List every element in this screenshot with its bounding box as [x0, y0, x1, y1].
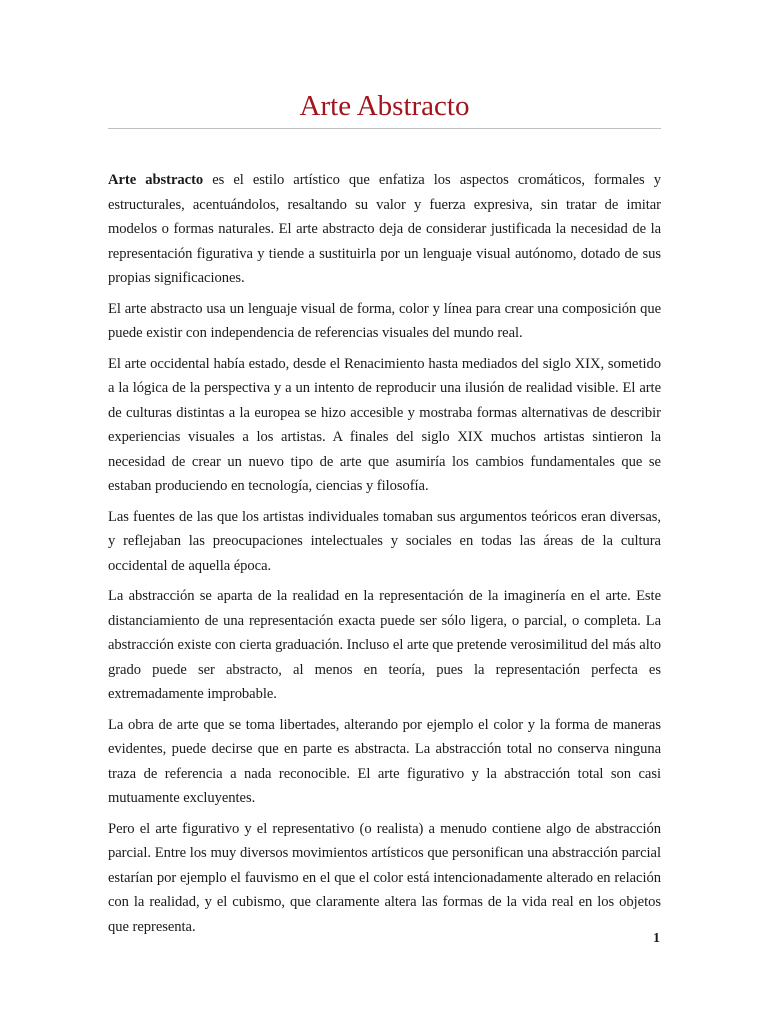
- paragraph-2: El arte abstracto usa un lenguaje visual de forma, color y línea para crear una composición que puede existir con independencia de referencias visuales del mundo real.: [108, 300, 661, 341]
- title-divider: [108, 128, 661, 129]
- paragraph-1: [108, 168, 661, 291]
- page-number: 1: [653, 931, 660, 946]
- paragraph-4: Las fuentes de las que los artistas individuales tomaban sus argumentos teóricos eran diversas, y reflejaban las preocupaciones intelectuales y sociales en todas las áreas de la cultura occidental de aquella época.: [108, 508, 661, 574]
- page-title: Arte Abstracto: [299, 90, 470, 122]
- paragraph-7: Pero el arte figurativo y el representativo (o realista) a menudo contiene algo de abstracción parcial. Entre los muy diversos movimientos artísticos que personifican una abstracción parcial estarían por ejemplo el fauvismo en el que el color está intencionadamente alterado en relación con la realidad, y el cubismo, que claramente altera las formas de la vida real en los objetos que representa.: [108, 820, 661, 935]
- bold-term: Arte abstracto: [108, 172, 204, 188]
- paragraph-5: La abstracción se aparta de la realidad en la representación de la imaginería en el arte. Este distanciamiento de una representación exacta puede ser sólo ligera, o parcial, o completa. La abstracción existe con cierta graduación. Incluso el arte que pretende verosimilitud del más alto grado puede ser abstracto, al menos en teoría, pues la representación perfecta es extremadamente improbable.: [108, 588, 661, 702]
- document-body: [108, 168, 661, 945]
- paragraph-6: La obra de arte que se toma libertades, alterando por ejemplo el color y la forma de maneras evidentes, puede decirse que en parte es abstracta. La abstracción total no conserva ninguna traza de referencia a nada reconocible. El arte figurativo y la abstracción total son casi mutuamente excluyentes.: [108, 716, 661, 806]
- paragraph-3: El arte occidental había estado, desde el Renacimiento hasta mediados del siglo XIX, sometido a la lógica de la perspectiva y a un intento de reproducir una ilusión de realidad visible. El arte de culturas distintas a la europea se hizo accesible y mostraba formas alternativas de describir experiencias visuales a los artistas. A finales del siglo XIX muchos artistas sintieron la necesidad de crear un nuevo tipo de arte que asumiría los cambios fundamentales que se estaban produciendo en tecnología, ciencias y filosofía.: [108, 355, 661, 494]
- paragraph-1-text: es el estilo artístico que enfatiza los aspectos cromáticos, formales y estructurales, acentuándolos, resaltando su valor y fuerza expresiva, sin tratar de imitar modelos o formas naturales. El arte abstracto deja de considerar justificada la necesidad de la representación figurativa y tiende a sustituirla por un lenguaje visual autónomo, dotado de sus propias significaciones.: [108, 172, 662, 286]
